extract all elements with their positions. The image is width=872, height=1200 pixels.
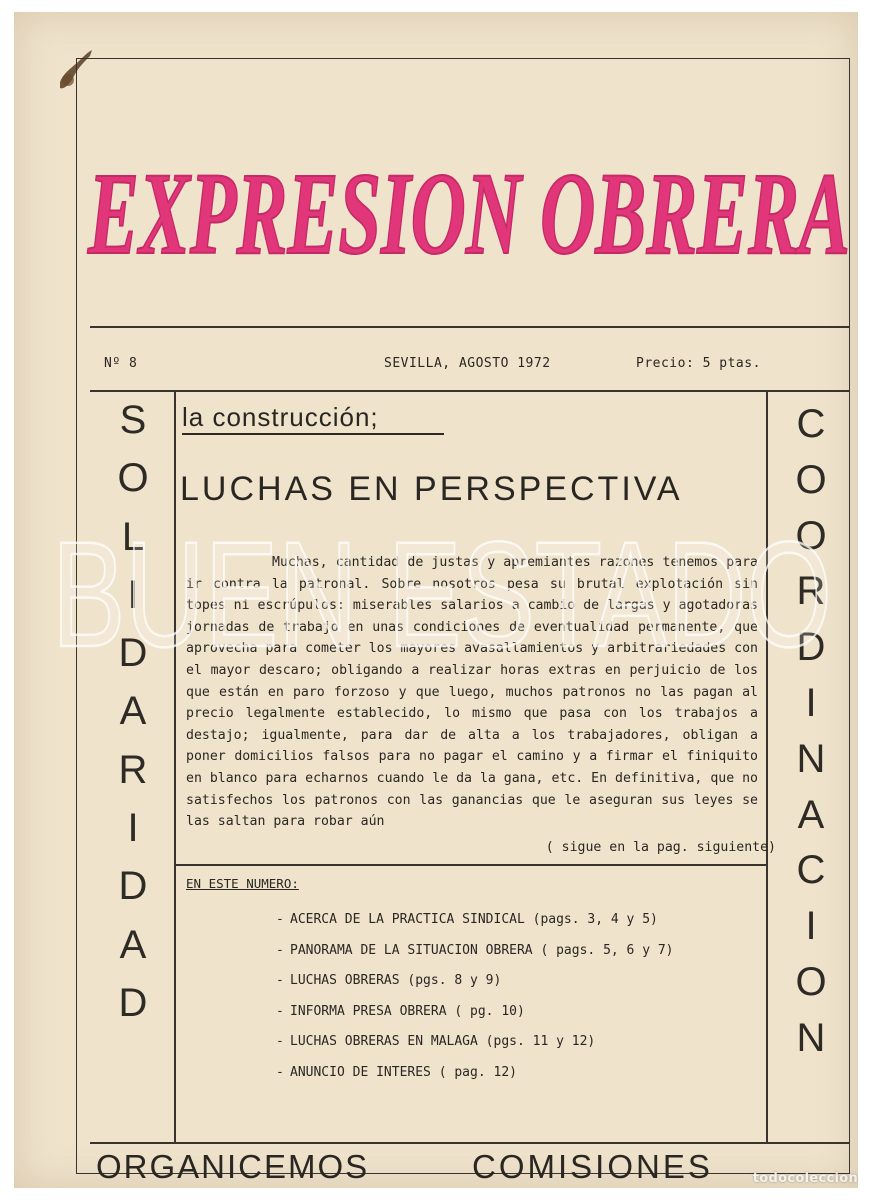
article-body [186, 552, 758, 833]
coordinacion-letter: A [797, 792, 825, 837]
coordinacion-letter: C [796, 848, 826, 893]
kicker-underline [182, 433, 444, 435]
contents-item: - ANUNCIO DE INTERES ( pag. 12) [276, 1064, 517, 1080]
contents-title: EN ESTE NUMERO: [186, 876, 299, 891]
contents-divider [174, 864, 766, 866]
issue-number: Nº 8 [104, 356, 138, 371]
footer-slogan-right: COMISIONES [472, 1148, 713, 1185]
coordinacion-letter: R [796, 569, 826, 614]
issue-place-date: SEVILLA, AGOSTO 1972 [384, 356, 551, 371]
contents-item: - LUCHAS OBRERAS EN MALAGA (pgs. 11 y 12) [276, 1034, 596, 1049]
contents-item-label: PANORAMA DE LA SITUACION OBRERA ( pags. 5, 6 y 7) [290, 942, 674, 958]
contents-item: - PANORAMA DE LA SITUACION OBRERA ( pags. 5, 6 y 7) [276, 942, 674, 958]
contents-list [276, 912, 674, 1095]
site-credit: todocoleccion [752, 1171, 858, 1186]
solidaridad-letter: O [117, 456, 149, 501]
solidaridad-letter: D [118, 864, 148, 909]
article-kicker: la construcción; [182, 402, 379, 432]
coordinacion-letter: N [796, 736, 826, 781]
solidaridad-letter: I [127, 806, 139, 851]
coordinacion-letter: O [795, 457, 827, 502]
contents-item: - LUCHAS OBRERAS (pgs. 8 y 9) [276, 973, 502, 988]
footer-slogan-left: ORGANICEMOS [96, 1148, 370, 1185]
article-continuation: ( sigue en la pag. siguiente) [545, 840, 776, 855]
coordinacion-letter: I [805, 904, 817, 949]
contents-item-label: ACERCA DE LA PRACTICA SINDICAL (pags. 3, 4 y 5) [290, 912, 658, 927]
solidaridad-letter: I [127, 572, 139, 617]
solidaridad-letter: A [119, 922, 147, 967]
coordinacion-letter: O [795, 513, 827, 558]
contents-item-label: INFORMA PRESA OBRERA ( pg. 10) [290, 1003, 525, 1019]
solidaridad-letter: L [121, 514, 145, 559]
contents-item: - INFORMA PRESA OBRERA ( pg. 10) [276, 1003, 525, 1019]
solidaridad-letter: S [119, 398, 147, 442]
masthead-title: EXPRESION OBRERA [87, 148, 850, 279]
coordinacion-letter: N [796, 1015, 826, 1060]
solidaridad-letter: D [118, 980, 148, 1025]
contents-item-label: LUCHAS OBRERAS EN MALAGA (pgs. 11 y 12) [290, 1034, 596, 1049]
coordinacion-letter: I [805, 680, 817, 725]
coordinacion-letter: O [795, 959, 827, 1004]
solidaridad-letter: A [119, 689, 147, 734]
right-column-rule [766, 390, 768, 1142]
contents-item-label: ANUNCIO DE INTERES ( pag. 12) [290, 1064, 517, 1080]
coordinacion-vertical [776, 404, 846, 1058]
footer-divider [90, 1142, 850, 1144]
masthead-logo [84, 88, 854, 288]
left-column-rule [174, 390, 176, 1142]
masthead-divider [90, 326, 850, 328]
article-paragraph: Muchas, cantidad de justas y apremiantes razones tenemos para ir contra la patronal. Sobre nosotros pesa su brutal explotación sin topes ni escrúpulos: miserables salarios a cambio de largas y agotadoras jornadas de trabajo en unas condiciones de eventualidad permanente, que aprovecha para cometer los mayores avasallamientos y arbitrariedades con el mayor descaro; obligando a realizar horas extras en perjuicio de los que están en paro forzoso y que luego, muchos patronos no las pagan al precio legalmente establecido, lo mismo que pasa con los trabajos a destajo; igualmente, para dar de alta a los trabajadores, obligan a poner domicilios falsos para no pagar el camino y a firmar el finiquito en blanco para echarnos cuando le da la gana, etc. En definitiva, que no satisfechos los patronos con las ganancias que le aseguran sus leyes se las saltan para robar aún [186, 555, 758, 830]
coordinacion-letter: C [796, 402, 826, 446]
article-headline: LUCHAS EN PERSPECTIVA [180, 470, 683, 508]
issue-line-divider [90, 390, 850, 392]
solidaridad-letter: R [118, 747, 148, 792]
solidaridad-vertical [100, 400, 166, 1023]
coordinacion-letter: D [796, 625, 826, 670]
issue-price: Precio: 5 ptas. [636, 356, 761, 371]
contents-item: - ACERCA DE LA PRACTICA SINDICAL (pags. 3, 4 y 5) [276, 912, 658, 927]
contents-item-label: LUCHAS OBRERAS (pgs. 8 y 9) [290, 973, 502, 988]
solidaridad-letter: D [118, 631, 148, 676]
